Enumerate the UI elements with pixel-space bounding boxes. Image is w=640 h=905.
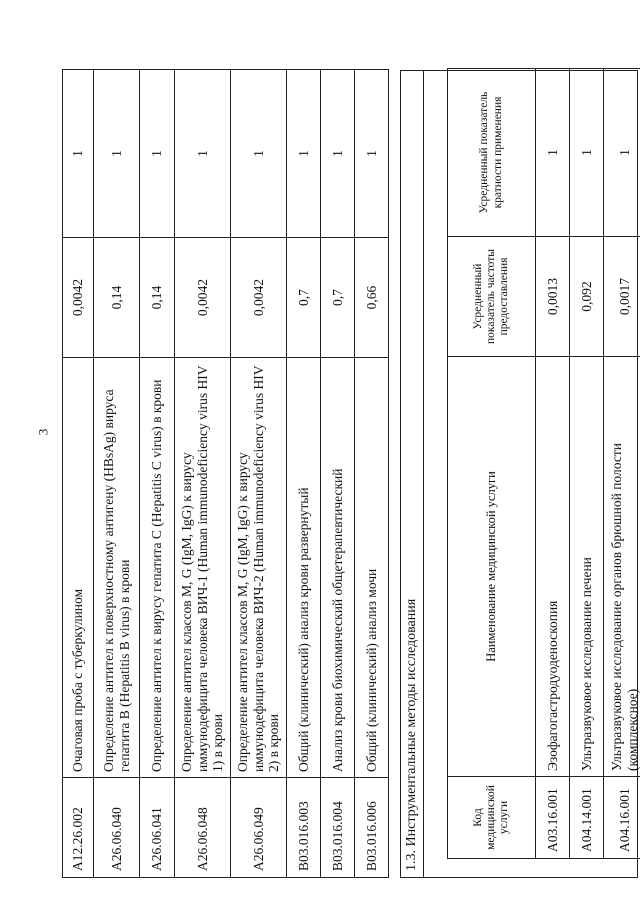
frequency-value: 0,66 <box>355 238 389 358</box>
service-name: Анализ крови биохимический общетерапевтический <box>321 358 355 778</box>
service-name: Очаговая проба с туберкулином <box>63 358 94 778</box>
frequency-value: 0,092 <box>570 237 604 357</box>
frequency-value: 0,0017 <box>604 237 640 357</box>
section-title: 1.3. Инструментальные методы исследования <box>401 71 424 877</box>
rotated-page-content <box>62 70 638 878</box>
column-header-multiplicity: Усредненный показатель кратности применения <box>448 69 536 237</box>
table-row <box>94 70 140 878</box>
column-header-code: Код медицинской услуги <box>448 777 536 859</box>
service-code: B03.016.006 <box>355 778 389 878</box>
service-code: A26.06.041 <box>140 778 175 878</box>
frequency-value: 0,7 <box>287 238 321 358</box>
multiplicity-value: 1 <box>570 69 604 237</box>
multiplicity-value: 1 <box>94 70 140 238</box>
service-code: B03.016.004 <box>321 778 355 878</box>
column-header-name: Наименование медицинской услуги <box>448 357 536 777</box>
service-code: A12.26.002 <box>63 778 94 878</box>
service-code: A04.16.001 <box>604 777 640 859</box>
frequency-value: 0,0013 <box>536 237 570 357</box>
service-code: A04.14.001 <box>570 777 604 859</box>
frequency-value: 0,0042 <box>231 238 287 358</box>
service-name: Ультразвуковое исследование печени <box>570 357 604 777</box>
multiplicity-value: 1 <box>175 70 231 238</box>
multiplicity-value: 1 <box>536 69 570 237</box>
service-name: Определение антител к вирусу гепатита C (Hepatitis C virus) в крови <box>140 358 175 778</box>
multiplicity-value: 1 <box>140 70 175 238</box>
table-row <box>604 69 640 859</box>
service-code: A26.06.040 <box>94 778 140 878</box>
service-name: Эзофагогастродуоденоскопия <box>536 357 570 777</box>
frequency-value: 0,14 <box>94 238 140 358</box>
table-row <box>231 70 287 878</box>
service-name: Общий (клинический) анализ мочи <box>355 358 389 778</box>
column-header-frequency: Усредненный показатель частоты предоставления <box>448 237 536 357</box>
service-name: Общий (клинический) анализ крови развернутый <box>287 358 321 778</box>
table-row <box>570 69 604 859</box>
table-row <box>175 70 231 878</box>
multiplicity-value: 1 <box>63 70 94 238</box>
multiplicity-value: 1 <box>231 70 287 238</box>
frequency-value: 0,0042 <box>175 238 231 358</box>
table-row <box>355 70 389 878</box>
table-row <box>287 70 321 878</box>
multiplicity-value: 1 <box>287 70 321 238</box>
table-row <box>140 70 175 878</box>
service-name: Определение антител классов M, G (IgM, IgG) к вирусу иммунодефицита человека ВИЧ-2 (Human immunodeficiency virus HIV 2) в крови <box>231 358 287 778</box>
service-code: A26.06.049 <box>231 778 287 878</box>
table-row <box>536 69 570 859</box>
service-code: A03.16.001 <box>536 777 570 859</box>
multiplicity-value: 1 <box>355 70 389 238</box>
page-number: 3 <box>35 428 51 436</box>
service-name: Определение антител к поверхностному антигену (HBsAg) вируса гепатита B (Hepatitis B virus) в крови <box>94 358 140 778</box>
service-name: Ультразвуковое исследование органов брюшной полости (комплексное) <box>604 357 640 777</box>
table-row <box>63 70 94 878</box>
multiplicity-value: 1 <box>321 70 355 238</box>
multiplicity-value: 1 <box>604 69 640 237</box>
table-row <box>321 70 355 878</box>
frequency-value: 0,14 <box>140 238 175 358</box>
service-code: A26.06.048 <box>175 778 231 878</box>
instrumental-methods-section <box>400 70 638 878</box>
frequency-value: 0,0042 <box>63 238 94 358</box>
header-row <box>448 69 536 859</box>
frequency-value: 0,7 <box>321 238 355 358</box>
instrumental-methods-table <box>447 68 640 859</box>
service-name: Определение антител классов M, G (IgM, IgG) к вирусу иммунодефицита человека ВИЧ-1 (Human immunodeficiency virus HIV 1) в крови <box>175 358 231 778</box>
lab-tests-table <box>62 69 389 878</box>
service-code: B03.016.003 <box>287 778 321 878</box>
